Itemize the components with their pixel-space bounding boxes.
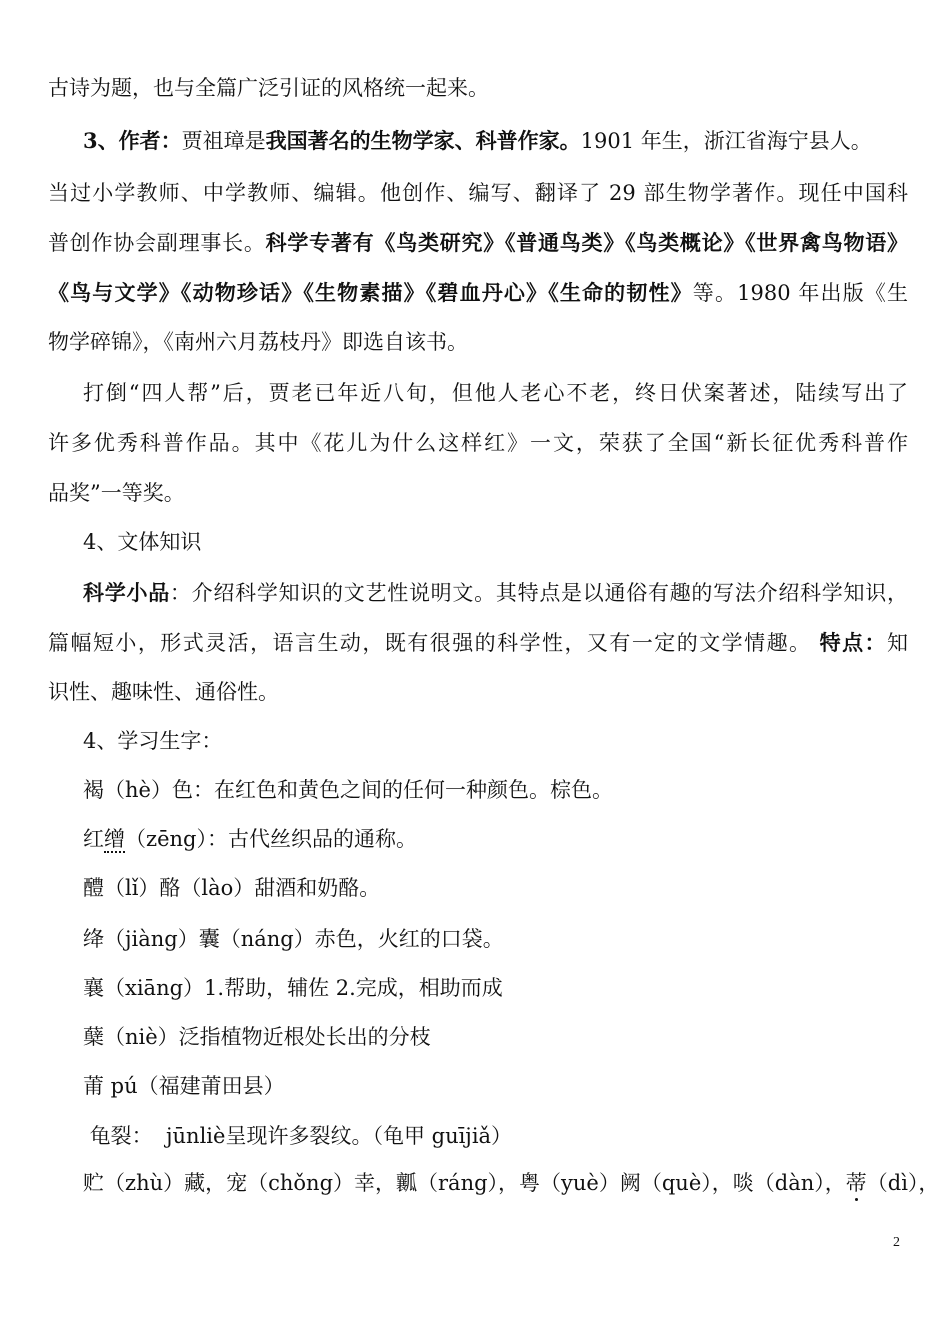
award-paragraph-line: 品奖”一等奖。 xyxy=(48,481,185,505)
features-text: 知 xyxy=(887,631,909,655)
paragraph-line: 当过小学教师、中学教师、编辑。他创作、编写、翻译了 29 部生物学著作。现任中国科 xyxy=(48,181,908,205)
vocab-item: 龟裂： jūnliè呈现许多裂纹。（龟甲 guījiǎ） xyxy=(83,1124,513,1148)
page-number: 2 xyxy=(893,1235,900,1250)
author-title-bold: 我国著名的生物学家、科普作家。 xyxy=(265,128,581,153)
genre-paragraph-line: 识性、趣味性、通俗性。 xyxy=(48,680,279,704)
genre-definition: ：介绍科学知识的文艺性说明文。其特点是以通俗有趣的写法介绍科学知识， xyxy=(169,581,908,605)
vocab-text: （dì）， xyxy=(866,1171,940,1195)
features-label: 特点： xyxy=(819,630,888,655)
author-text: 贾祖璋是 xyxy=(181,129,266,153)
genre-description: 篇幅短小，形式灵活，语言生动，既有很强的科学性，又有一定的文学情趣。 xyxy=(48,631,812,655)
genre-paragraph-line xyxy=(83,578,908,608)
author-heading: 3、作者： xyxy=(83,128,182,153)
award-paragraph-line: 许多优秀科普作品。其中《花儿为什么这样红》一文，荣获了全国“新长征优秀科普作 xyxy=(48,431,908,455)
vocab-item xyxy=(83,824,908,854)
genre-heading: 4、文体知识 xyxy=(83,530,202,554)
author-works-bold-2: 《鸟与文学》《动物珍话》《生物素描》《碧血丹心》《生命的韧性》 xyxy=(48,280,693,305)
vocab-item: 绛（jiàng）囊（náng）赤色，火红的口袋。 xyxy=(83,927,504,951)
vocab-item: 莆 pú（福建莆田县） xyxy=(83,1074,285,1098)
vocab-item: 褐（hè）色：在红色和黄色之间的任何一种颜色。棕色。 xyxy=(83,778,613,802)
vocab-item: 襄（xiāng）1.帮助，辅佐 2.完成，相助而成 xyxy=(83,976,503,1000)
vocab-item: 蘖（niè）泛指植物近根处长出的分枝 xyxy=(83,1025,431,1049)
emphasized-char: 缯 xyxy=(104,827,125,851)
genre-label: 科学小品 xyxy=(83,580,170,605)
author-birth-text: 1901 年生，浙江省海宁县人。 xyxy=(580,129,872,153)
vocab-text: 贮（zhù）藏，宠（chǒng）幸，瓤（ráng），粤（yuè）阙（què），啖（dàn）， xyxy=(83,1171,846,1195)
author-position-text: 普创作协会副理事长。 xyxy=(48,231,266,255)
genre-paragraph-line xyxy=(48,628,908,658)
vocab-heading: 4、学习生字： xyxy=(83,729,223,753)
vocab-item xyxy=(83,1168,940,1198)
paragraph-line xyxy=(48,278,908,308)
award-paragraph-line: 打倒“四人帮”后，贾老已年近八旬，但他人老心不老，终日伏案著述，陆续写出了 xyxy=(83,381,908,405)
author-works-rest: 等。1980 年出版《生 xyxy=(692,281,908,305)
vocab-text: 红 xyxy=(83,827,104,851)
emphasized-char: 蒂 xyxy=(845,1171,867,1195)
paragraph-line: 物学碎锦》，《南州六月荔枝丹》即选自该书。 xyxy=(48,330,468,354)
paragraph-line: 古诗为题，也与全篇广泛引证的风格统一起来。 xyxy=(48,76,489,100)
vocab-item: 醴（lǐ）酪（lào）甜酒和奶酪。 xyxy=(83,876,381,900)
author-paragraph-line xyxy=(83,126,908,156)
paragraph-line xyxy=(48,228,908,258)
vocab-text: （zēng）：古代丝织品的通称。 xyxy=(125,827,417,851)
author-works-bold: 科学专著有《鸟类研究》《普通鸟类》《鸟类概论》《世界禽鸟物语》 xyxy=(265,230,908,255)
